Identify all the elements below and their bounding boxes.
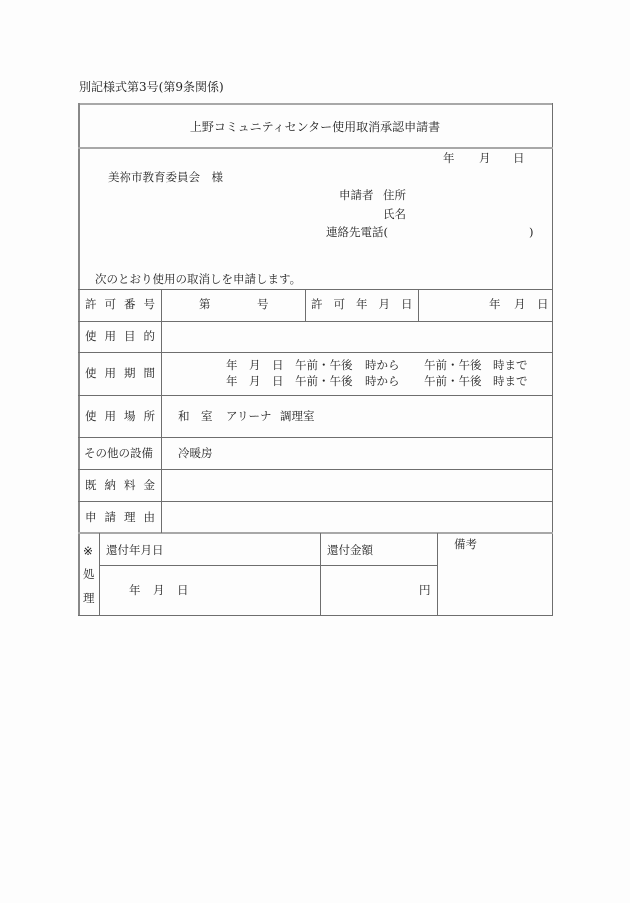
phone-label: 連絡先電話( bbox=[326, 225, 388, 239]
date-year-label: 年 bbox=[443, 151, 455, 165]
refund-amount-unit: 円 bbox=[419, 583, 431, 597]
location-option-cooking-room[interactable]: 調理室 bbox=[280, 409, 315, 423]
name-label: 氏名 bbox=[383, 207, 406, 221]
permit-date-label: 許可年月日 bbox=[311, 297, 424, 311]
equipment-option-air-conditioning[interactable]: 冷暖房 bbox=[178, 446, 213, 460]
period-1-to-ampm[interactable]: 午前・午後 bbox=[424, 358, 482, 372]
title-divider bbox=[78, 147, 553, 149]
permit-number-suffix: 号 bbox=[257, 297, 269, 311]
refund-date-day: 日 bbox=[177, 583, 189, 597]
paid-fee-label: 既納料金 bbox=[85, 478, 163, 492]
period-2-from: 時から bbox=[365, 374, 400, 388]
row-divider bbox=[78, 395, 553, 396]
period-1-from: 時から bbox=[365, 358, 400, 372]
period-1-from-ampm[interactable]: 午前・午後 bbox=[295, 358, 353, 372]
phone-close-paren: ) bbox=[529, 225, 534, 239]
purpose-field[interactable] bbox=[162, 322, 551, 351]
form-number-label: 別記様式第3号(第9条関係) bbox=[79, 80, 224, 94]
refund-date-month: 月 bbox=[153, 583, 165, 597]
permit-date-day: 日 bbox=[537, 297, 549, 311]
permit-date-month: 月 bbox=[514, 297, 526, 311]
reason-field[interactable] bbox=[162, 502, 551, 531]
remarks-field[interactable] bbox=[438, 556, 551, 614]
period-2-from-ampm[interactable]: 午前・午後 bbox=[295, 374, 353, 388]
frame-top-border bbox=[78, 103, 553, 105]
reason-label: 申請理由 bbox=[85, 510, 163, 524]
remarks-label: 備考 bbox=[454, 537, 477, 551]
permit-date-field[interactable] bbox=[419, 290, 551, 320]
form-title: 上野コミュニティセンター使用取消承認申請書 bbox=[189, 120, 441, 134]
processing-label-char-1: 処 bbox=[83, 567, 95, 581]
other-equipment-label: その他の設備 bbox=[84, 446, 153, 460]
period-1-to: 時まで bbox=[493, 358, 528, 372]
frame-left-border bbox=[78, 103, 80, 616]
period-2-to-ampm[interactable]: 午前・午後 bbox=[424, 374, 482, 388]
permit-number-field[interactable] bbox=[162, 290, 304, 320]
location-option-japanese-room[interactable]: 和 室 bbox=[178, 409, 213, 423]
date-month-label: 月 bbox=[479, 151, 491, 165]
applicant-label: 申請者 bbox=[339, 188, 374, 202]
phone-field[interactable] bbox=[395, 223, 525, 239]
refund-date-field[interactable] bbox=[100, 566, 319, 614]
purpose-label: 使用目的 bbox=[85, 329, 163, 343]
frame-right-border bbox=[552, 103, 553, 616]
row-divider bbox=[78, 352, 553, 353]
location-label: 使用場所 bbox=[85, 409, 163, 423]
refund-date-year: 年 bbox=[129, 583, 141, 597]
period-label: 使用期間 bbox=[85, 366, 163, 380]
permit-date-year: 年 bbox=[489, 297, 501, 311]
processing-label-char-2: 理 bbox=[83, 591, 95, 605]
period-1-date: 年 月 日 bbox=[226, 358, 284, 372]
period-2-to: 時まで bbox=[493, 374, 528, 388]
refund-date-label: 還付年月日 bbox=[106, 543, 164, 557]
name-field[interactable] bbox=[410, 205, 540, 221]
permit-number-label: 許可番号 bbox=[85, 297, 163, 311]
period-2-date: 年 月 日 bbox=[226, 374, 284, 388]
frame-bottom-border bbox=[78, 615, 553, 616]
paid-fee-field[interactable] bbox=[162, 470, 551, 500]
location-option-arena[interactable]: アリーナ bbox=[226, 409, 272, 423]
row-divider bbox=[78, 437, 553, 438]
refund-amount-label: 還付金額 bbox=[327, 543, 373, 557]
application-statement: 次のとおり使用の取消しを申請します。 bbox=[95, 272, 302, 286]
refund-amount-field[interactable] bbox=[321, 566, 436, 614]
reference-mark-icon: ※ bbox=[83, 544, 94, 558]
permit-number-prefix: 第 bbox=[199, 297, 211, 311]
addressee: 美祢市教育委員会 様 bbox=[108, 170, 223, 184]
permit-col-divider bbox=[305, 289, 306, 321]
processing-section-divider bbox=[78, 532, 553, 534]
date-day-label: 日 bbox=[513, 151, 525, 165]
address-label: 住所 bbox=[383, 188, 406, 202]
address-field[interactable] bbox=[410, 186, 540, 202]
